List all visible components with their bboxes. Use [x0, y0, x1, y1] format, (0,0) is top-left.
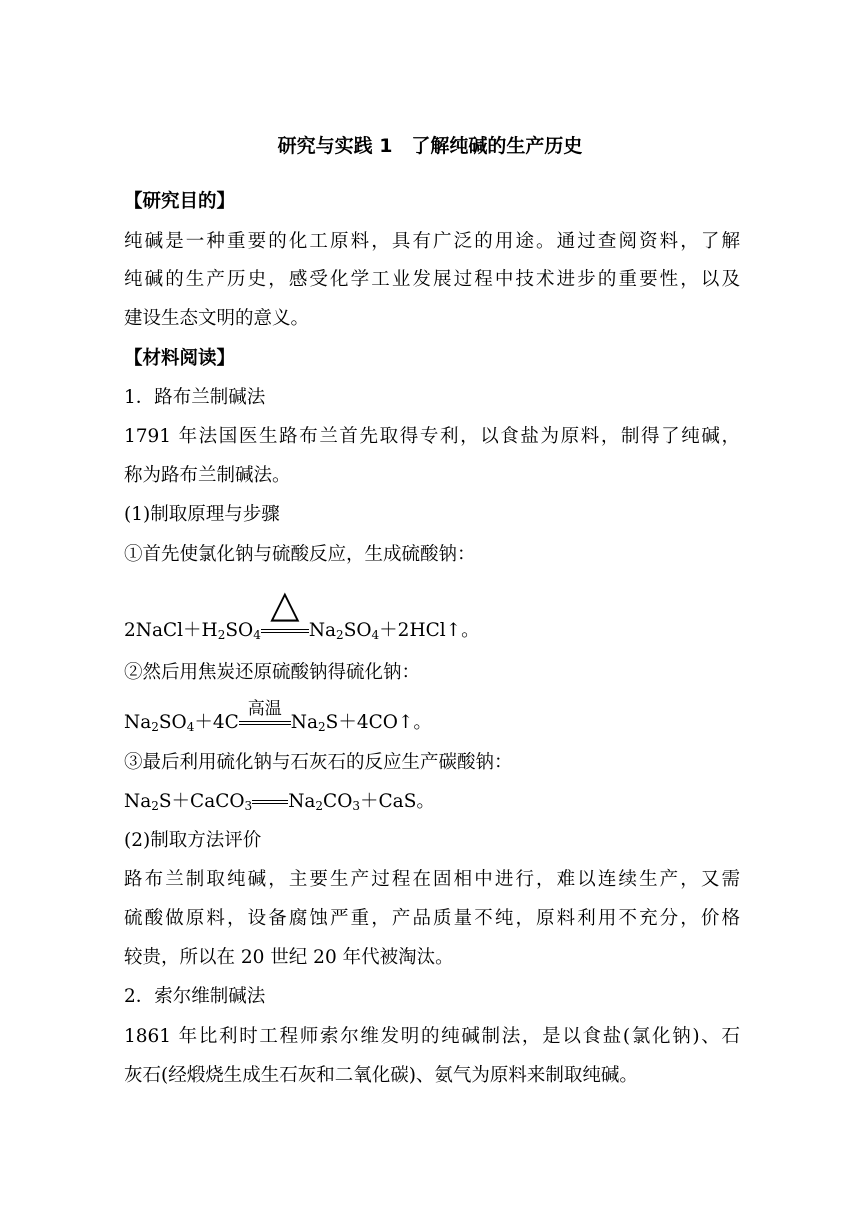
heat-condition-icon: △ — [270, 582, 300, 626]
purpose-line-1: 纯碱是一种重要的化工原料，具有广泛的用途。通过查阅资料，了解 — [124, 231, 740, 252]
equation-3: $Na_2S+CaCO_3$ $Na_2CO_3+CaS$。 — [124, 791, 435, 813]
evaluation-line-2: 硫酸做原料，设备腐蚀严重，产品质量不纯，原料利用不充分，价格 — [124, 908, 740, 929]
equation-2: $Na_2SO_4+4C$ 高温 $Na_2S+4CO↑$。 — [124, 699, 432, 734]
purpose-line-3: 建设生态文明的意义。 — [124, 308, 310, 329]
evaluation-line-3: 较贵，所以在 20 世纪 20 年代被淘汰。 — [124, 947, 454, 968]
leblanc-line-1: 1791 年法国医生路布兰首先取得专利，以食盐为原料，制得了纯碱， — [124, 426, 740, 447]
purpose-line-2: 纯碱的生产历史，感受化学工业发展过程中技术进步的重要性，以及 — [124, 269, 740, 290]
purpose-heading: 【研究目的】 — [124, 191, 236, 212]
solvay-line-2: 灰石(经煅烧生成生石灰和二氧化碳)、氨气为原料来制取纯碱。 — [124, 1065, 638, 1086]
equation-1: $2NaCl+H_2SO_4$ △ $Na_2SO_4+2HCl↑$。 — [124, 582, 480, 642]
page-title: 研究与实践 1 了解纯碱的生产历史 — [277, 135, 583, 157]
high-temperature-condition: 高温 — [247, 699, 282, 719]
solvay-line-1: 1861 年比利时工程师索尔维发明的纯碱制法，是以食盐(氯化钠)、石 — [124, 1026, 740, 1047]
evaluation-heading: (2)制取方法评价 — [124, 830, 262, 851]
step-2: ②然后用焦炭还原硫酸钠得硫化钠： — [124, 662, 421, 683]
leblanc-line-2: 称为路布兰制碱法。 — [124, 465, 291, 486]
evaluation-line-1: 路布兰制取纯碱，主要生产过程在固相中进行，难以连续生产，又需 — [124, 869, 740, 890]
solvay-heading: 2．索尔维制碱法 — [124, 986, 266, 1007]
reading-heading: 【材料阅读】 — [124, 348, 236, 369]
principle-heading: (1)制取原理与步骤 — [124, 504, 280, 525]
step-3: ③最后利用硫化钠与石灰石的反应生产碳酸钠： — [124, 752, 513, 773]
leblanc-heading: 1．路布兰制碱法 — [124, 387, 266, 408]
step-1: ①首先使氯化钠与硫酸反应，生成硫酸钠： — [124, 544, 476, 565]
